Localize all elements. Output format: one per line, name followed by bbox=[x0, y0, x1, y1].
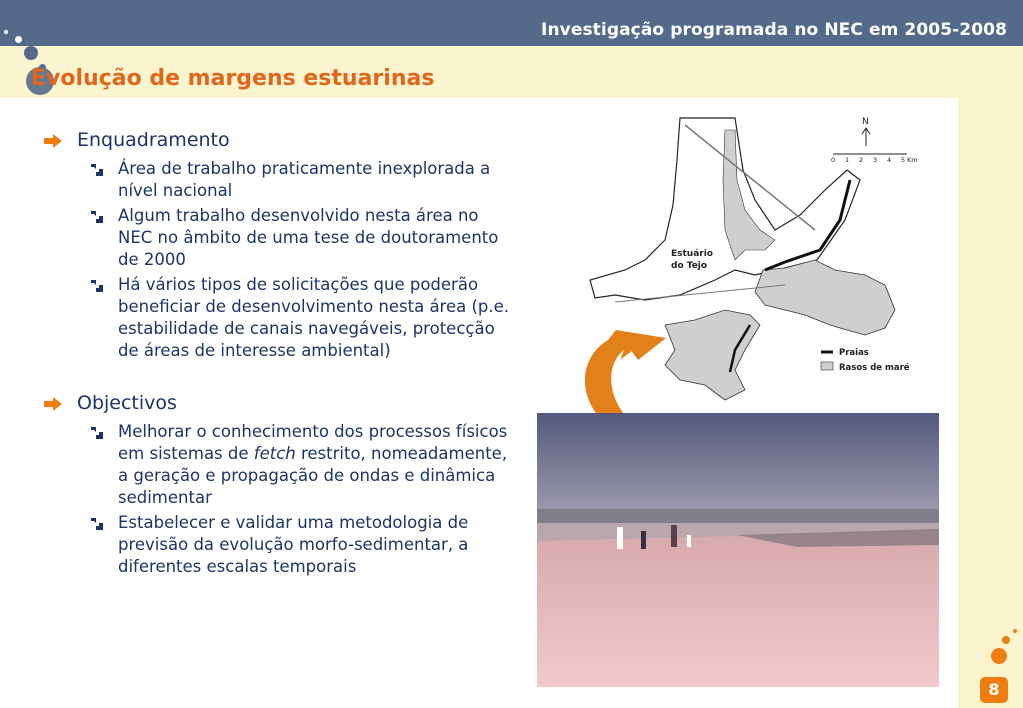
scale-unit: Km bbox=[907, 156, 918, 164]
scale-tick: 1 bbox=[845, 156, 850, 164]
arrow-right-icon bbox=[44, 397, 62, 411]
content bbox=[44, 128, 514, 581]
text-before: Melhorar o conhecimento dos processos físicos em sistemas de bbox=[118, 422, 508, 463]
square-arrow-icon bbox=[90, 279, 104, 293]
scale-tick: 0 bbox=[831, 156, 836, 164]
section-heading bbox=[44, 391, 514, 415]
list-item-text: Algum trabalho desenvolvido nesta área no NEC no âmbito de uma tese de doutoramento de 2000 bbox=[118, 206, 499, 269]
arrow-right-icon bbox=[44, 134, 62, 148]
section-label: Objectivos bbox=[77, 392, 177, 414]
square-arrow-icon bbox=[90, 426, 104, 440]
scale-tick: 4 bbox=[887, 156, 892, 164]
decor-dot bbox=[991, 648, 1007, 664]
scale-tick: 3 bbox=[873, 156, 878, 164]
decor-dot bbox=[1002, 636, 1010, 644]
legend-tidal: Rasos de maré bbox=[839, 363, 910, 373]
list-item-text: Área de trabalho praticamente inexplorada a nível nacional bbox=[118, 159, 491, 200]
list-item-text: Estabelecer e validar uma metodologia de previsão da evolução morfo-sedimentar, a diferentes escalas temporais bbox=[118, 513, 469, 576]
slide-title bbox=[31, 66, 434, 91]
square-arrow-icon bbox=[90, 517, 104, 531]
spacer bbox=[44, 365, 514, 391]
list-item-text bbox=[118, 422, 507, 507]
section-label: Enquadramento bbox=[77, 129, 230, 151]
square-arrow-icon bbox=[90, 163, 104, 177]
beach-photo bbox=[537, 413, 939, 687]
north-label: N bbox=[862, 117, 869, 127]
list-item bbox=[44, 158, 514, 202]
text-emphasis: fetch bbox=[253, 444, 296, 463]
scale-tick: 2 bbox=[859, 156, 864, 164]
list-item-text: Há vários tipos de solicitações que poderão beneficiar de desenvolvimento nesta área (p.e. estabilidade de canais navegáveis, protecção de áreas de interesse ambiental) bbox=[118, 275, 510, 360]
decor-dot bbox=[4, 30, 8, 34]
scale-tick: 5 bbox=[901, 156, 906, 164]
decor-dot bbox=[24, 46, 38, 60]
page-number: 8 bbox=[980, 677, 1008, 703]
list-item bbox=[44, 205, 514, 271]
header-title: Investigação programada no NEC em 2005-2008 bbox=[541, 20, 1007, 40]
slide-title-initial: E bbox=[31, 66, 47, 91]
decor-dot bbox=[15, 36, 22, 43]
map-label-line1: Estuário bbox=[671, 249, 713, 259]
map-label-line2: do Tejo bbox=[671, 261, 708, 271]
curved-arrow-icon bbox=[578, 318, 668, 426]
section-heading bbox=[44, 128, 514, 152]
decor-dot bbox=[1013, 629, 1017, 633]
list-item bbox=[44, 421, 514, 509]
square-arrow-icon bbox=[90, 210, 104, 224]
right-strip bbox=[958, 98, 1023, 708]
legend-beaches: Praias bbox=[839, 348, 869, 358]
text-after: restrito, nomeadamente, a geração e propagação de ondas e dinâmica sedimentar bbox=[118, 444, 508, 507]
slide-title-rest: volução de margens estuarinas bbox=[46, 66, 435, 91]
list-item bbox=[44, 274, 514, 362]
list-item bbox=[44, 512, 514, 578]
